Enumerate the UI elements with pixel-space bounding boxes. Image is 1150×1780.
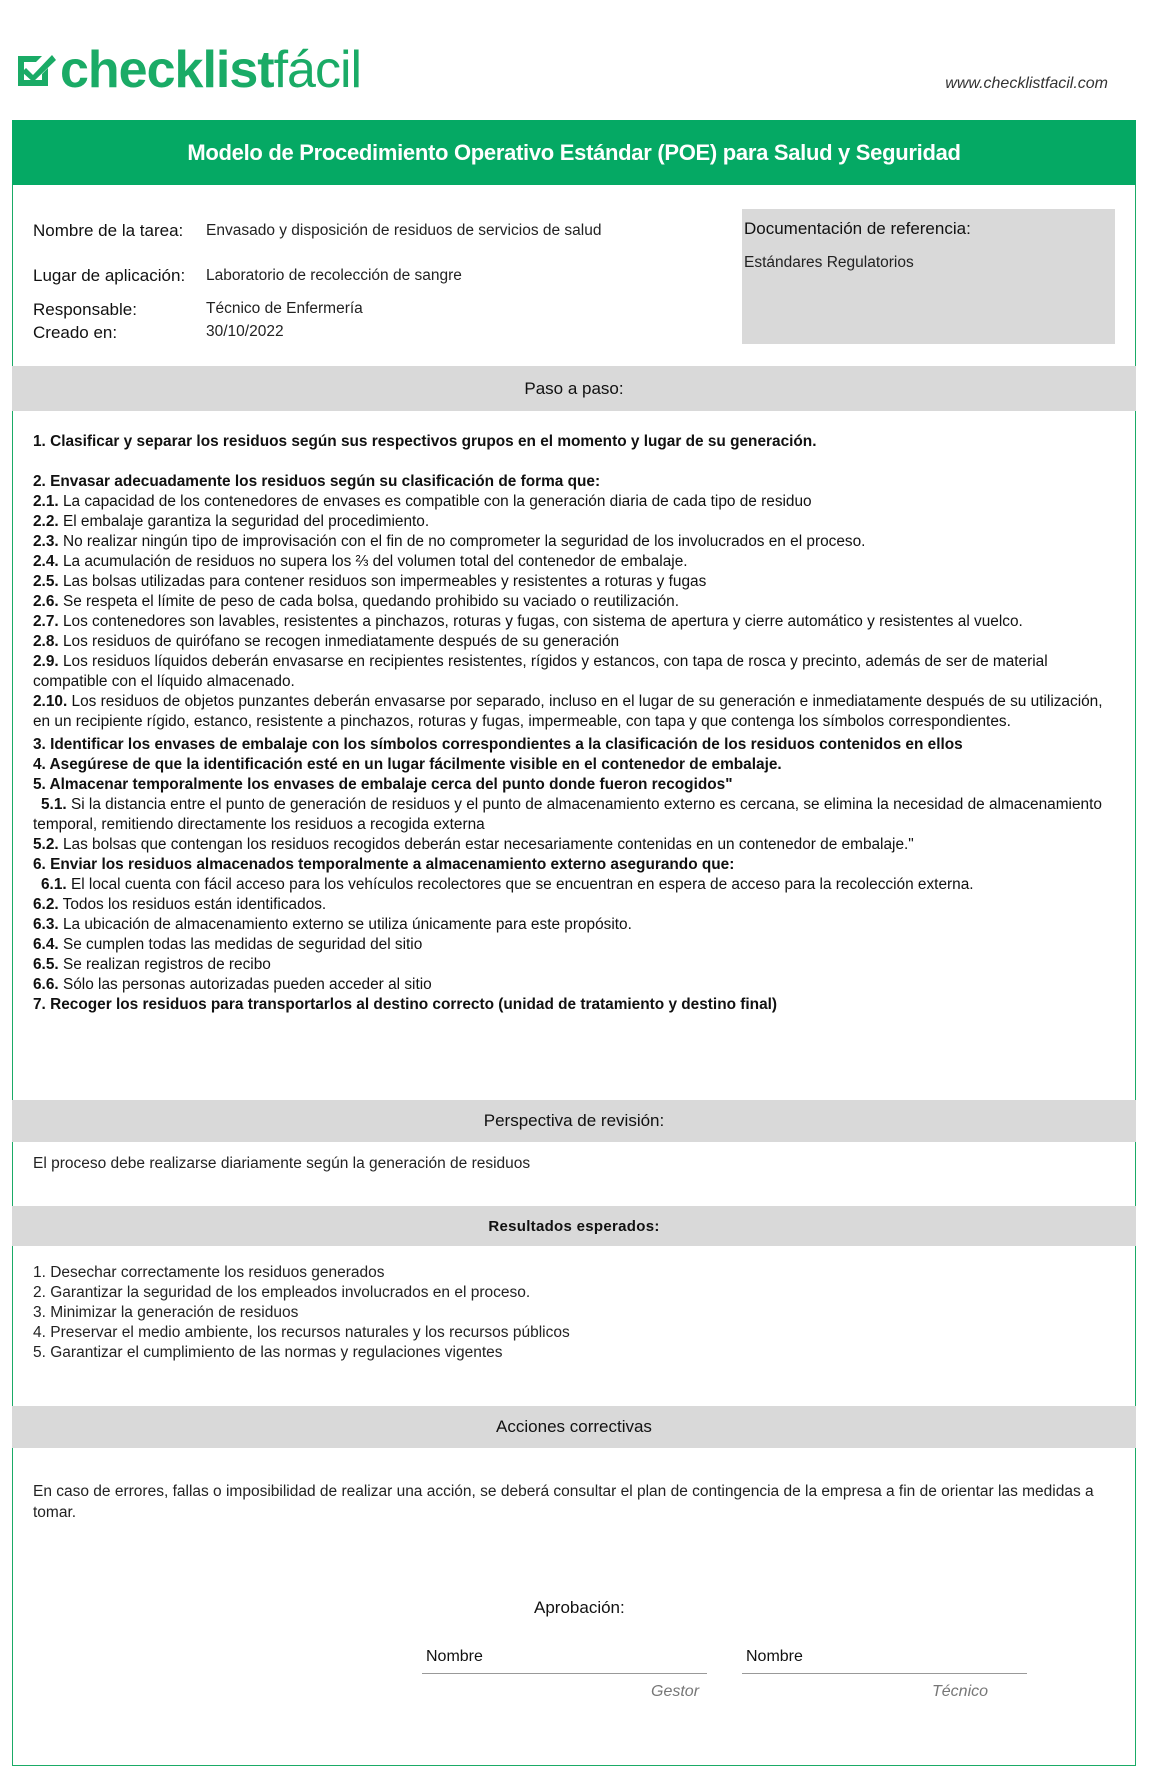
place-value: Laboratorio de recolección de sangre bbox=[206, 267, 462, 284]
result-item: 5. Garantizar el cumplimiento de las normas y regulaciones vigentes bbox=[33, 1344, 503, 1361]
signature-name: Nombre bbox=[746, 1648, 803, 1665]
review-header: Perspectiva de revisión: bbox=[12, 1100, 1136, 1142]
step-2-7: 2.7. Los contenedores son lavables, resistentes a pinchazos, roturas y fugas, con sistema de apertura y cierre automático y resistentes al vuelco. bbox=[33, 613, 1023, 630]
corrective-text: En caso de errores, fallas o imposibilidad de realizar una acción, se deberá consultar el plan de contingencia de la empresa a fin de orientar las medidas a tomar. bbox=[33, 1483, 1094, 1521]
place-label: Lugar de aplicación: bbox=[33, 266, 186, 285]
step-2-2: 2.2. El embalaje garantiza la seguridad del procedimiento. bbox=[33, 513, 430, 530]
responsible-label: Responsable: bbox=[33, 300, 137, 319]
step-6-2: 6.2. Todos los residuos están identificados. bbox=[33, 896, 327, 913]
reference-label: Documentación de referencia: bbox=[744, 219, 971, 238]
brand-name: checklistfácil bbox=[60, 41, 362, 99]
steps-header: Paso a paso: bbox=[12, 366, 1136, 411]
role-technician: Técnico bbox=[932, 1683, 989, 1700]
reference-box bbox=[742, 209, 1115, 344]
steps-list bbox=[33, 432, 1118, 1015]
step-5-1: 5.1. Si la distancia entre el punto de generación de residuos y el punto de almacenamiento externo es cercana, se elimina la necesidad de almacenamiento temporal, remitiendo directamente los residuos a recogida externa bbox=[33, 796, 1102, 833]
signature-name: Nombre bbox=[426, 1648, 483, 1665]
results-list bbox=[33, 1263, 570, 1363]
results-header: Resultados esperados: bbox=[12, 1206, 1136, 1246]
step-2-10: 2.10. Los residuos de objetos punzantes deberán envasarse por separado, incluso en el lugar de su generación e inmediatamente después de su utilización, en un recipiente rígido, estanco, resistente a pinchazos, roturas y fugas, impermeable, con tapa y que contenga los símbolos correspondientes. bbox=[33, 693, 1103, 730]
corrective-header: Acciones correctivas bbox=[12, 1406, 1136, 1448]
created-label: Creado en: bbox=[33, 323, 118, 342]
step-2-3: 2.3. No realizar ningún tipo de improvisación con el fin de no comprometer la seguridad de los involucrados en el proceso. bbox=[33, 533, 866, 550]
step-6: 6. Enviar los residuos almacenados temporalmente a almacenamiento externo asegurando que: bbox=[33, 856, 735, 873]
step-2-9: 2.9. Los residuos líquidos deberán envasarse en recipientes resistentes, rígidos y estancos, con tapa de rosca y precinto, además de ser de material compatible con el líquido almacenado. bbox=[33, 653, 1048, 690]
step-7: 7. Recoger los residuos para transportarlos al destino correcto (unidad de tratamiento y destino final) bbox=[33, 996, 778, 1013]
responsible-value: Técnico de Enfermería bbox=[206, 300, 363, 317]
step-2-5: 2.5. Las bolsas utilizadas para contener residuos son impermeables y resistentes a roturas y fugas bbox=[33, 573, 707, 590]
step-2: 2. Envasar adecuadamente los residuos según su clasificación de forma que: bbox=[33, 473, 601, 490]
result-item: 2. Garantizar la seguridad de los empleados involucrados en el proceso. bbox=[33, 1284, 531, 1301]
review-text: El proceso debe realizarse diariamente según la generación de residuos bbox=[33, 1155, 531, 1172]
result-item: 3. Minimizar la generación de residuos bbox=[33, 1304, 299, 1321]
step-2-1: 2.1. La capacidad de los contenedores de envases es compatible con la generación diaria de cada tipo de residuo bbox=[33, 493, 812, 510]
result-item: 4. Preservar el medio ambiente, los recursos naturales y los recursos públicos bbox=[33, 1324, 570, 1341]
created-value: 30/10/2022 bbox=[206, 323, 284, 340]
step-1: 1. Clasificar y separar los residuos según sus respectivos grupos en el momento y lugar de su generación. bbox=[33, 433, 817, 450]
result-item: 1. Desechar correctamente los residuos generados bbox=[33, 1264, 385, 1281]
step-5-2: 5.2. Las bolsas que contengan los residuos recogidos deberán estar necesariamente contenidas en un contenedor de embalaje." bbox=[33, 836, 914, 853]
document-title: Modelo de Procedimiento Operativo Estándar (POE) para Salud y Seguridad bbox=[12, 120, 1136, 185]
step-5: 5. Almacenar temporalmente los envases de embalaje cerca del punto donde fueron recogidos" bbox=[33, 776, 733, 793]
step-6-1: 6.1. El local cuenta con fácil acceso para los vehículos recolectores que se encuentran en espera de acceso para la recolección externa. bbox=[41, 876, 974, 893]
brand-logo bbox=[12, 42, 361, 98]
signature-line-technician[interactable] bbox=[742, 1648, 1027, 1674]
signature-line-manager[interactable] bbox=[422, 1648, 707, 1674]
step-4: 4. Asegúrese de que la identificación esté en un lugar fácilmente visible en el contenedor de embalaje. bbox=[33, 756, 782, 773]
reference-value: Estándares Regulatorios bbox=[744, 254, 914, 271]
step-2-8: 2.8. Los residuos de quirófano se recogen inmediatamente después de su generación bbox=[33, 633, 620, 650]
website-url[interactable]: www.checklistfacil.com bbox=[945, 75, 1108, 92]
step-6-5: 6.5. Se realizan registros de recibo bbox=[33, 956, 271, 973]
step-2-4: 2.4. La acumulación de residuos no supera los ⅔ del volumen total del contenedor de embalaje. bbox=[33, 553, 688, 570]
step-2-6: 2.6. Se respeta el límite de peso de cada bolsa, quedando prohibido su vaciado o reutilización. bbox=[33, 593, 679, 610]
step-6-6: 6.6. Sólo las personas autorizadas pueden acceder al sitio bbox=[33, 976, 432, 993]
checkmark-icon bbox=[12, 48, 56, 92]
step-6-3: 6.3. La ubicación de almacenamiento externo se utiliza únicamente para este propósito. bbox=[33, 916, 632, 933]
task-value: Envasado y disposición de residuos de servicios de salud bbox=[206, 222, 602, 239]
task-label: Nombre de la tarea: bbox=[33, 221, 184, 240]
step-3: 3. Identificar los envases de embalaje con los símbolos correspondientes a la clasificación de los residuos contenidos en ellos bbox=[33, 736, 963, 753]
step-6-4: 6.4. Se cumplen todas las medidas de seguridad del sitio bbox=[33, 936, 423, 953]
role-manager: Gestor bbox=[651, 1683, 700, 1700]
approval-label: Aprobación: bbox=[534, 1598, 625, 1617]
